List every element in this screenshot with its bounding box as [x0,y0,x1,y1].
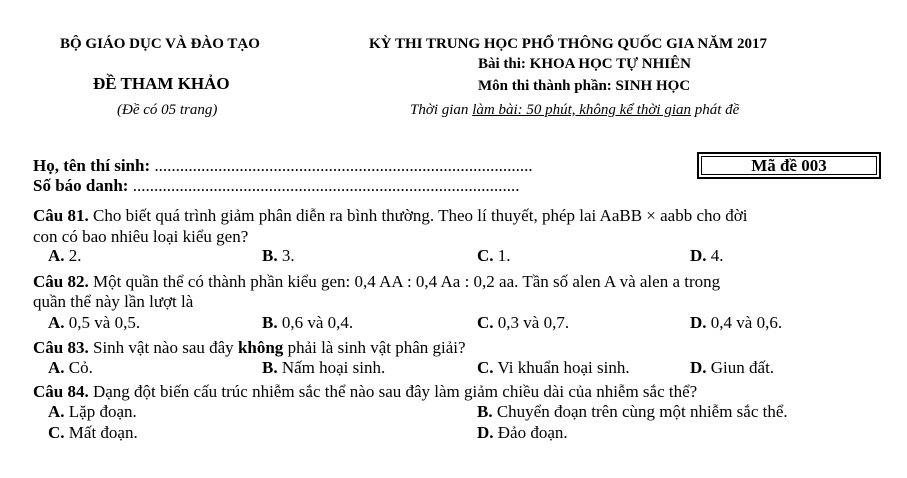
question-83-option-c[interactable]: C. Vi khuẩn hoại sinh. [477,358,630,377]
question-81-line1: Câu 81. Cho biết quá trình giảm phân diễn ra bình thường. Theo lí thuyết, phép lai AaBB × aabb cho đời [33,206,748,225]
candidate-id-line[interactable]: Số báo danh: ........................................................................................... [33,176,520,195]
question-83-option-b[interactable]: B. Nấm hoại sinh. [262,358,386,377]
question-81-option-a[interactable]: A. 2. [48,246,82,265]
question-81-option-c[interactable]: C. 1. [477,246,511,265]
question-82-line2: quần thể này lần lượt là [33,292,194,311]
exam-code: Mã đề 003 [751,156,827,175]
paper-type: ĐỀ THAM KHẢO [93,74,230,93]
question-82-option-c[interactable]: C. 0,3 và 0,7. [477,313,570,332]
ministry-name: BỘ GIÁO DỤC VÀ ĐÀO TẠO [60,36,260,52]
question-81-line2: con có bao nhiêu loại kiểu gen? [33,227,249,246]
question-82-option-b[interactable]: B. 0,6 và 0,4. [262,313,354,332]
exam-title: KỲ THI TRUNG HỌC PHỔ THÔNG QUỐC GIA NĂM 2017 [369,36,767,52]
question-84-option-d[interactable]: D. Đảo đoạn. [477,423,568,442]
exam-code-box [697,152,881,179]
question-82-option-d[interactable]: D. 0,4 và 0,6. [690,313,783,332]
question-81-option-b[interactable]: B. 3. [262,246,295,265]
question-83-line1: Câu 83. Sinh vật nào sau đây không phải là sinh vật phân giải? [33,338,466,357]
question-84-option-a[interactable]: A. Lặp đoạn. [48,402,137,421]
pages-note: (Đề có 05 trang) [117,102,218,118]
question-82-option-a[interactable]: A. 0,5 và 0,5. [48,313,141,332]
question-82-line1: Câu 82. Một quần thể có thành phần kiểu gen: 0,4 AA : 0,4 Aa : 0,2 aa. Tần số alen A và alen a trong [33,272,721,291]
question-83-option-a[interactable]: A. Cỏ. [48,358,93,377]
exam-subject: Bài thi: KHOA HỌC TỰ NHIÊN [478,56,691,72]
question-81-option-d[interactable]: D. 4. [690,246,724,265]
time-note: Thời gian làm bài: 50 phút, không kể thời gian phát đề [410,102,740,118]
question-84-option-b[interactable]: B. Chuyển đoạn trên cùng một nhiễm sắc thể. [477,402,788,421]
question-84-option-c[interactable]: C. Mất đoạn. [48,423,138,442]
question-83-option-d[interactable]: D. Giun đất. [690,358,775,377]
exam-component: Môn thi thành phần: SINH HỌC [478,78,691,94]
question-84-line1: Câu 84. Dạng đột biến cấu trúc nhiễm sắc thể nào sau đây làm giảm chiều dài của nhiễm sắc thể? [33,382,698,401]
candidate-name-line[interactable]: Họ, tên thí sinh: ......................................................................................... [33,156,533,175]
